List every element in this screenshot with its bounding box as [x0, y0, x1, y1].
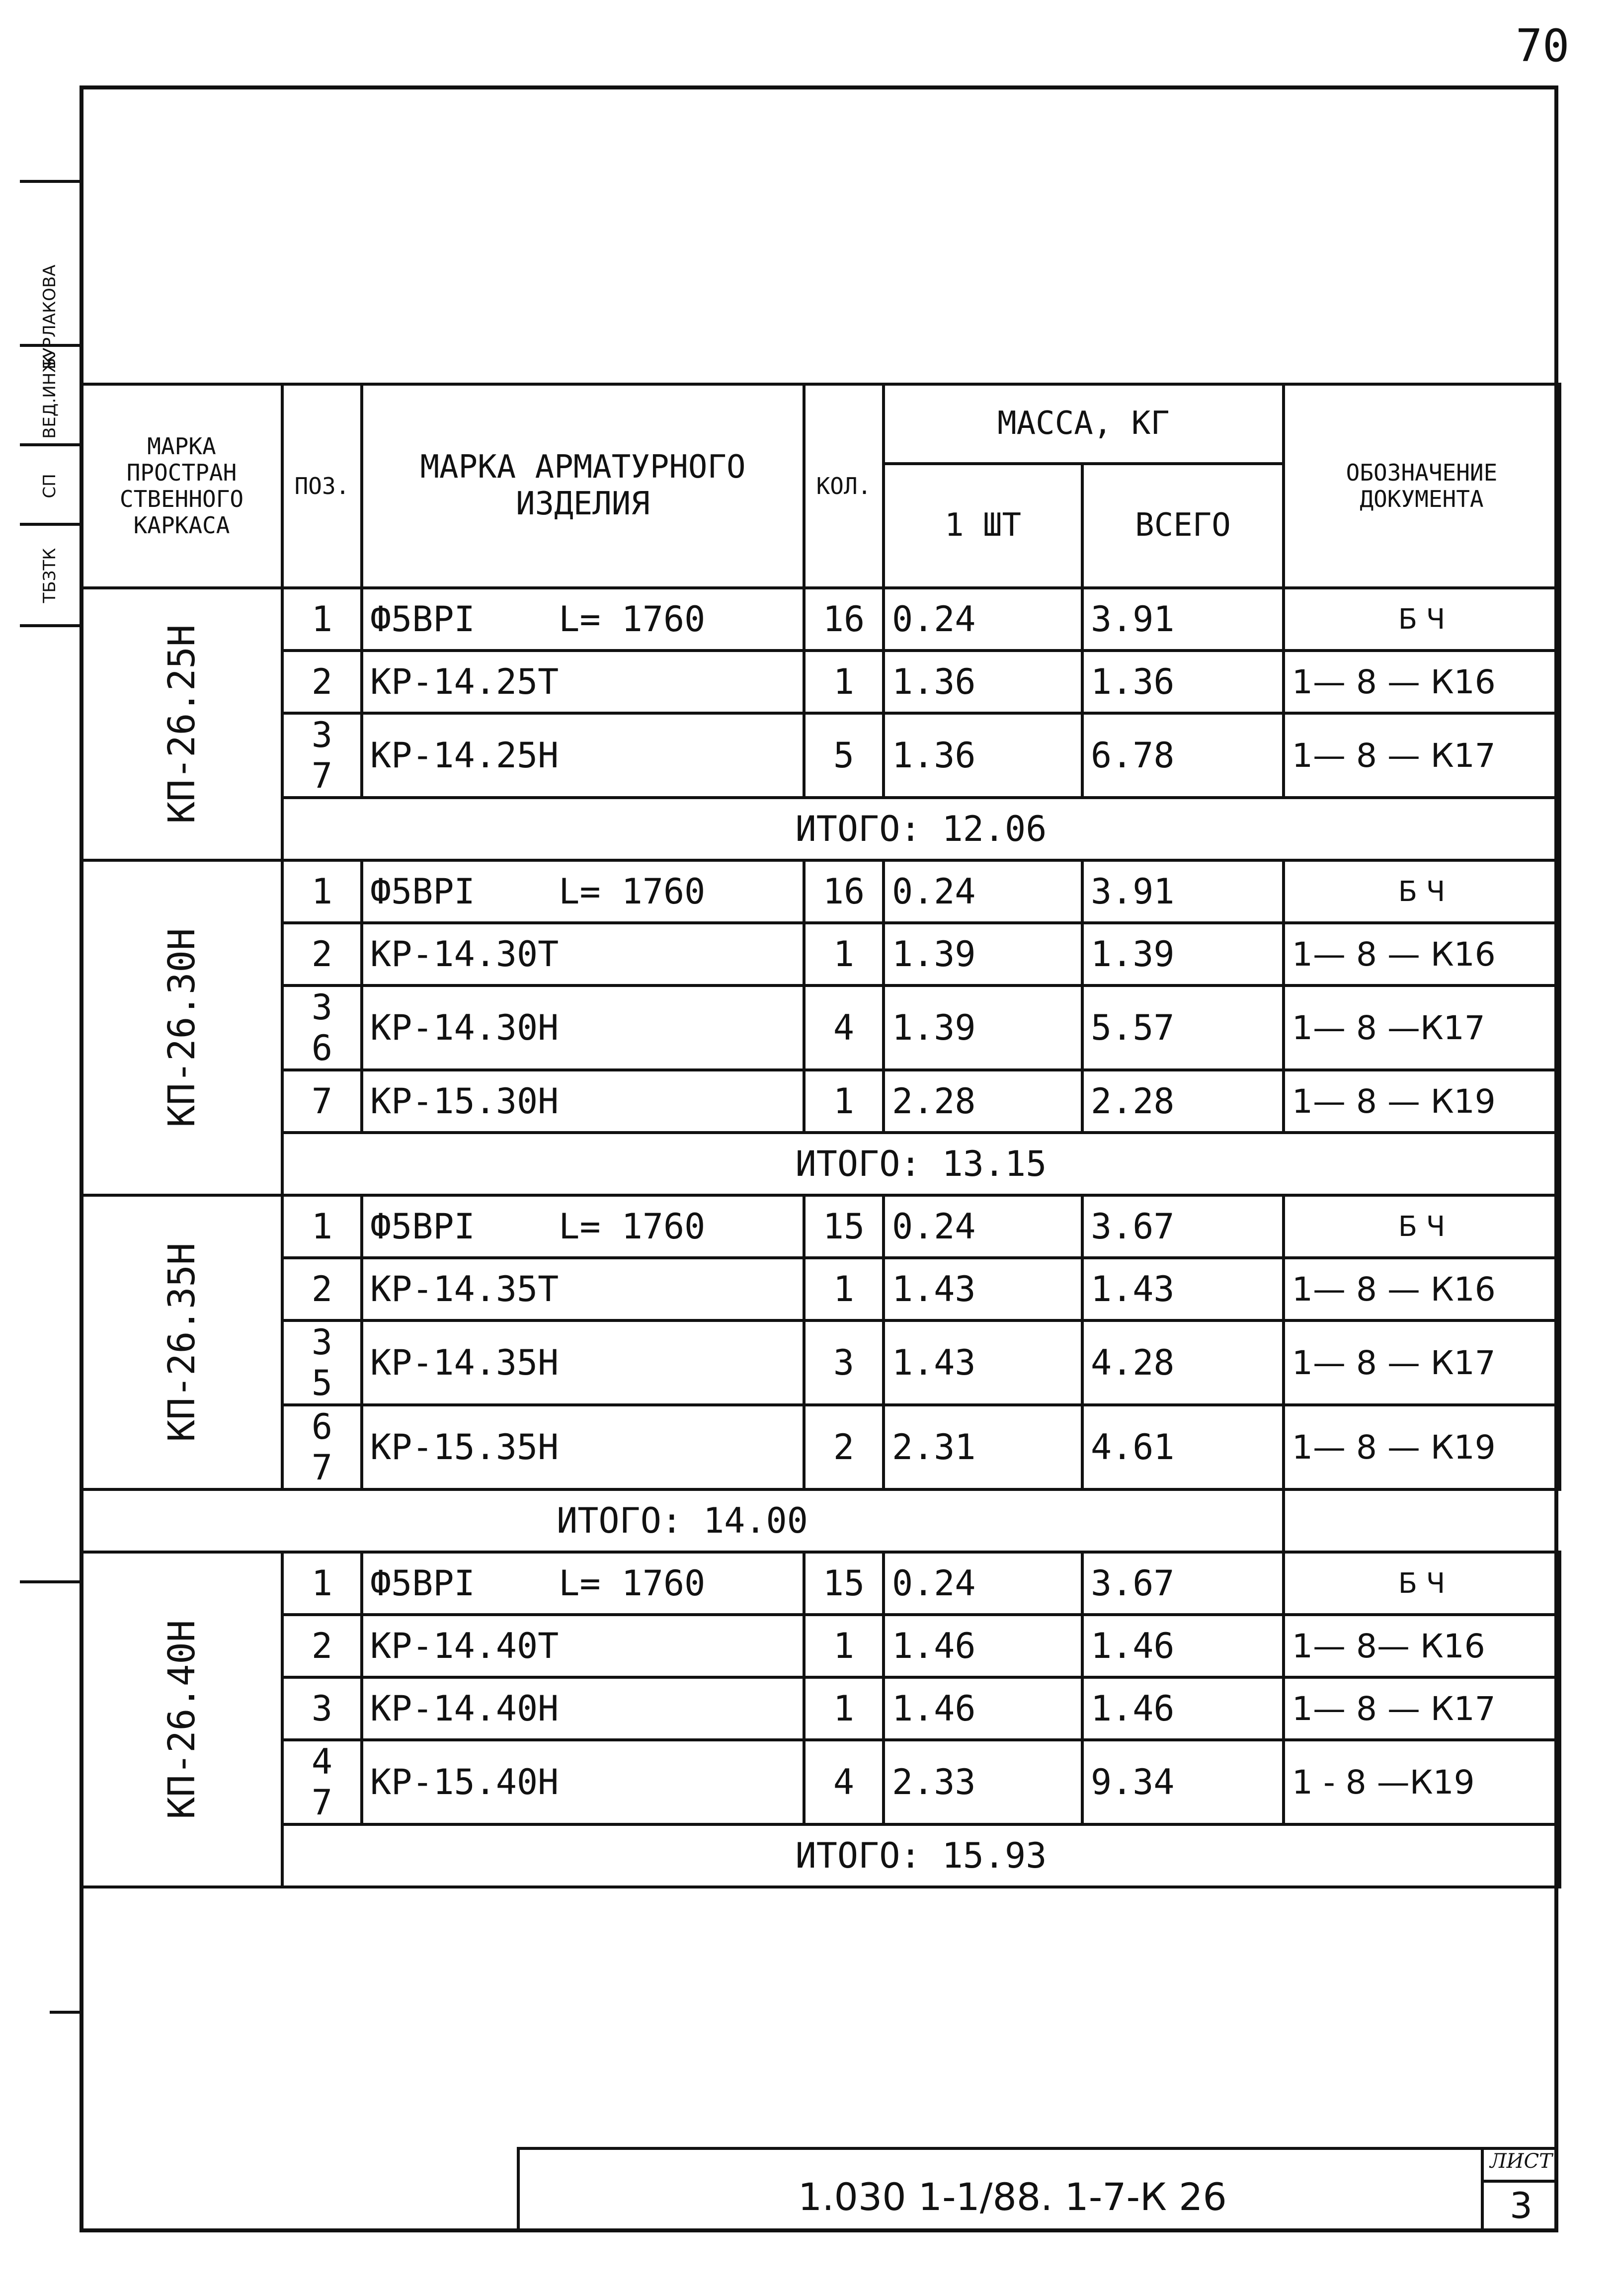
qty-cell: 3 [804, 1320, 884, 1405]
doc-cell: 1— 8 — К17 [1284, 1320, 1560, 1405]
group-total: ИТОГО: 14.00 [81, 1489, 1284, 1552]
table-row [81, 985, 1560, 1070]
item-mark: Ф5ВРI [370, 1206, 475, 1247]
frame-mark: КП-26.40Н [160, 1620, 203, 1819]
pos-cell: 3 5 [282, 1320, 362, 1405]
mass-unit-cell: 2.31 [884, 1405, 1082, 1489]
mass-unit-cell: 1.39 [884, 985, 1082, 1070]
doc-cell: Б Ч [1284, 860, 1560, 923]
frame-mark-cell [81, 1195, 282, 1489]
mass-total-cell: 3.91 [1082, 588, 1284, 651]
item-cell: КР-14.35Н [362, 1320, 804, 1405]
table-row [81, 1070, 1560, 1133]
pos-cell: 2 [282, 923, 362, 985]
qty-cell: 15 [804, 1195, 884, 1258]
item-mark: Ф5ВРI [370, 871, 475, 912]
table-row [81, 1740, 1560, 1824]
frame-mark-cell [81, 860, 282, 1195]
mass-total-cell: 3.67 [1082, 1195, 1284, 1258]
mass-unit-cell: 1.46 [884, 1615, 1082, 1677]
qty-cell: 1 [804, 1677, 884, 1740]
qty-cell: 15 [804, 1552, 884, 1615]
qty-cell: 4 [804, 985, 884, 1070]
mass-total-cell: 9.34 [1082, 1740, 1284, 1824]
mass-unit-cell: 2.28 [884, 1070, 1082, 1133]
pos-cell: 1 [282, 588, 362, 651]
item-cell: КР-14.30Т [362, 923, 804, 985]
table-row [81, 1677, 1560, 1740]
margin-tick [50, 2011, 80, 2014]
total-row [81, 1824, 1560, 1887]
stamp-org: ТБЗТК [40, 548, 60, 603]
doc-cell: 1— 8 — К17 [1284, 713, 1560, 798]
mass-total-cell: 1.43 [1082, 1258, 1284, 1320]
pos-cell: 1 [282, 860, 362, 923]
group-total: ИТОГО: 15.93 [282, 1824, 1560, 1887]
frame-mark: КП-26.30Н [160, 928, 203, 1128]
stamp-cell-department [20, 443, 80, 523]
qty-cell: 1 [804, 1070, 884, 1133]
approval-stamp-strip [20, 85, 80, 627]
group-total: ИТОГО: 13.15 [282, 1133, 1560, 1195]
qty-cell: 1 [804, 1258, 884, 1320]
doc-cell: 1 - 8 —К19 [1284, 1740, 1560, 1824]
item-cell [362, 1195, 804, 1258]
mass-unit-cell: 1.43 [884, 1320, 1082, 1405]
header-frame-mark: МАРКА ПРОСТРАН СТВЕННОГО КАРКАСА [81, 384, 282, 588]
qty-cell: 4 [804, 1740, 884, 1824]
doc-cell: 1— 8— К16 [1284, 1615, 1560, 1677]
item-mark: Ф5ВРI [370, 599, 475, 640]
item-cell: КР-14.30Н [362, 985, 804, 1070]
stamp-department: СП [40, 474, 60, 498]
total-row [81, 798, 1560, 860]
pos-cell: 3 7 [282, 713, 362, 798]
header-pos: ПОЗ. [282, 384, 362, 588]
item-cell: КР-15.30Н [362, 1070, 804, 1133]
group-total: ИТОГО: 12.06 [282, 798, 1560, 860]
mass-unit-cell: 0.24 [884, 1195, 1082, 1258]
mass-total-cell: 3.67 [1082, 1552, 1284, 1615]
pos-cell: 3 6 [282, 985, 362, 1070]
total-row [81, 1133, 1560, 1195]
stamp-surname: БУРЛАКОВА [40, 264, 60, 370]
mass-total-cell: 4.28 [1082, 1320, 1284, 1405]
sheet-box [1481, 2150, 1558, 2232]
mass-unit-cell: 1.36 [884, 651, 1082, 713]
pos-cell: 2 [282, 1615, 362, 1677]
mass-unit-cell: 0.24 [884, 860, 1082, 923]
header-mass-unit: 1 ШТ [884, 464, 1082, 588]
pos-cell: 6 7 [282, 1405, 362, 1489]
mass-total-cell: 5.57 [1082, 985, 1284, 1070]
sheet-caption: ЛИСТ [1484, 2150, 1558, 2183]
stamp-position: ВЕД.ИНЖ [40, 354, 60, 439]
mass-total-cell: 1.46 [1082, 1615, 1284, 1677]
mass-total-cell: 2.28 [1082, 1070, 1284, 1133]
doc-cell: 1— 8 —К17 [1284, 985, 1560, 1070]
frame-mark: КП-26.35Н [160, 1242, 203, 1442]
item-cell [362, 860, 804, 923]
doc-cell: 1— 8 — К16 [1284, 1258, 1560, 1320]
item-cell: КР-14.25Т [362, 651, 804, 713]
item-cell: КР-15.40Н [362, 1740, 804, 1824]
pos-cell: 2 [282, 651, 362, 713]
item-length: L= 1760 [559, 1206, 706, 1247]
frame-mark: КП-26.25Н [160, 624, 203, 824]
header-item-mark: МАРКА АРМАТУРНОГО ИЗДЕЛИЯ [362, 384, 804, 588]
mass-unit-cell: 1.39 [884, 923, 1082, 985]
pos-cell: 2 [282, 1258, 362, 1320]
doc-cell: 1— 8 — К17 [1284, 1677, 1560, 1740]
mass-unit-cell: 1.46 [884, 1677, 1082, 1740]
stamp-cell-org [20, 523, 80, 627]
item-cell: КР-15.35Н [362, 1405, 804, 1489]
total-row [81, 1489, 1560, 1552]
item-length: L= 1760 [559, 599, 706, 640]
table-row [81, 1195, 1560, 1258]
frame-mark-cell [81, 1552, 282, 1887]
pos-cell: 3 [282, 1677, 362, 1740]
pos-cell: 4 7 [282, 1740, 362, 1824]
mass-total-cell: 1.39 [1082, 923, 1284, 985]
doc-cell: Б Ч [1284, 1552, 1560, 1615]
margin-binding-strip [20, 1580, 80, 2234]
mass-unit-cell: 1.36 [884, 713, 1082, 798]
header-doc: ОБОЗНАЧЕНИЕ ДОКУМЕНТА [1284, 384, 1560, 588]
table-row [81, 1258, 1560, 1320]
table-row [81, 1615, 1560, 1677]
item-cell [362, 588, 804, 651]
item-cell: КР-14.40Т [362, 1615, 804, 1677]
table-row [81, 1405, 1560, 1489]
doc-cell: Б Ч [1284, 588, 1560, 651]
page-number: 70 [1516, 20, 1570, 72]
qty-cell: 2 [804, 1405, 884, 1489]
table-row [81, 1552, 1560, 1615]
table-row [81, 588, 1560, 651]
item-cell: КР-14.35Т [362, 1258, 804, 1320]
item-mark: Ф5ВРI [370, 1563, 475, 1604]
qty-cell: 1 [804, 651, 884, 713]
header-mass: МАССА, КГ [884, 384, 1284, 464]
qty-cell: 16 [804, 860, 884, 923]
mass-total-cell: 1.36 [1082, 651, 1284, 713]
pos-cell: 7 [282, 1070, 362, 1133]
item-cell [362, 1552, 804, 1615]
table-row [81, 713, 1560, 798]
doc-cell: Б Ч [1284, 1195, 1560, 1258]
table-row [81, 651, 1560, 713]
mass-unit-cell: 0.24 [884, 1552, 1082, 1615]
qty-cell: 5 [804, 713, 884, 798]
document-code: 1.030 1-1/88. 1-7-К 26 [798, 2175, 1227, 2219]
item-cell: КР-14.40Н [362, 1677, 804, 1740]
mass-total-cell: 3.91 [1082, 860, 1284, 923]
table-row [81, 1320, 1560, 1405]
item-cell: КР-14.25Н [362, 713, 804, 798]
doc-cell: 1— 8 — К16 [1284, 923, 1560, 985]
pos-cell: 1 [282, 1195, 362, 1258]
frame-mark-cell [81, 588, 282, 860]
mass-unit-cell: 1.43 [884, 1258, 1082, 1320]
mass-unit-cell: 0.24 [884, 588, 1082, 651]
item-length: L= 1760 [559, 871, 706, 912]
header-qty: КОЛ. [804, 384, 884, 588]
doc-cell: 1— 8 — К19 [1284, 1405, 1560, 1489]
item-length: L= 1760 [559, 1563, 706, 1604]
doc-cell: 1— 8 — К16 [1284, 651, 1560, 713]
mass-total-cell: 4.61 [1082, 1405, 1284, 1489]
header-mass-total: ВСЕГО [1082, 464, 1284, 588]
qty-cell: 16 [804, 588, 884, 651]
title-block [517, 2147, 1558, 2232]
table-row [81, 923, 1560, 985]
specification-table [80, 383, 1561, 1888]
stamp-cell-position [20, 344, 80, 443]
doc-cell: 1— 8 — К19 [1284, 1070, 1560, 1133]
table-row [81, 860, 1560, 923]
pos-cell: 1 [282, 1552, 362, 1615]
mass-unit-cell: 2.33 [884, 1740, 1082, 1824]
mass-total-cell: 1.46 [1082, 1677, 1284, 1740]
qty-cell: 1 [804, 1615, 884, 1677]
sheet-number: 3 [1510, 2185, 1533, 2226]
mass-total-cell: 6.78 [1082, 713, 1284, 798]
qty-cell: 1 [804, 923, 884, 985]
